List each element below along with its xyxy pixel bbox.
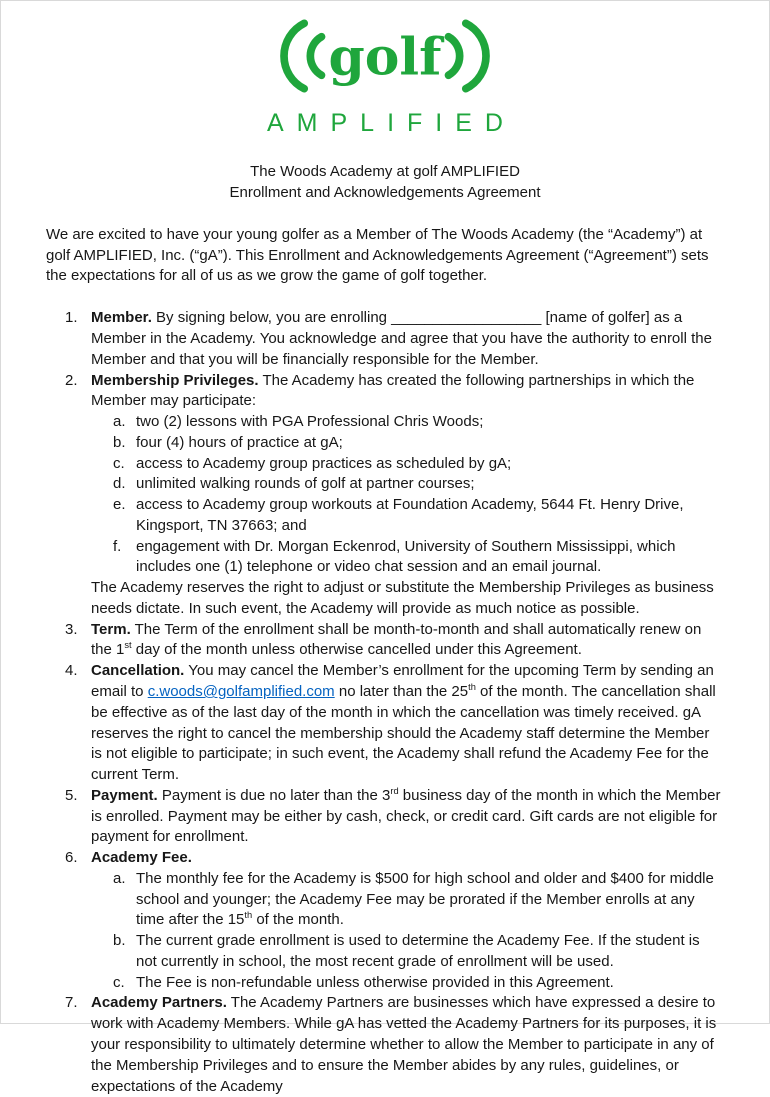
sub-list-letter: c. xyxy=(113,973,125,991)
sub-list-letter: f. xyxy=(113,537,122,555)
agreement-list xyxy=(46,308,724,1097)
list-item-text xyxy=(91,993,724,1097)
list-item-note xyxy=(91,578,724,620)
sub-list-text xyxy=(136,412,483,433)
text-run: business day of the month in which the Member is enrolled. Payment may be either by cash, check, or credit card. Gift cards are not eligible for payment for enrollment. xyxy=(91,786,721,846)
bold-lead-in: Academy Partners. xyxy=(91,994,227,1012)
list-item xyxy=(65,308,724,370)
list-number: 4. xyxy=(65,662,78,680)
sub-list-text xyxy=(136,869,724,931)
sub-list-item xyxy=(91,931,724,973)
text-run: two (2) lessons with PGA Professional Chris Woods; xyxy=(136,413,484,431)
list-item-body xyxy=(91,308,724,370)
list-item-body xyxy=(91,848,724,993)
intro-paragraph: We are excited to have your young golfer as a Member of The Woods Academy (the “Academy”) at golf AMPLIFIED, Inc. (“gA”). This Enrollment and Acknowledgements Agreement (“Agreement”) sets the expectations for all of us as we grow the game of golf together. xyxy=(46,225,709,285)
document-title xyxy=(46,162,724,204)
sub-list-item xyxy=(91,495,724,537)
bold-lead-in: Term. xyxy=(91,620,131,638)
text-run: day of the month unless otherwise cancelled under this Agreement. xyxy=(131,641,582,659)
list-item-text xyxy=(91,308,724,370)
sub-list-item xyxy=(91,474,724,495)
list-item xyxy=(65,661,724,786)
list-item-body xyxy=(91,786,724,848)
sub-list-letter: b. xyxy=(113,932,126,950)
list-item-body xyxy=(91,661,724,786)
logo-word: golf xyxy=(328,26,442,88)
list-item-body xyxy=(91,993,724,1097)
list-number: 1. xyxy=(65,309,78,327)
sub-list-item xyxy=(91,869,724,931)
text-run: The monthly fee for the Academy is $500 for high school and older and $400 for middle school and younger; the Academy Fee may be prorated if the Member enrolls at any time after the 15 xyxy=(136,869,714,929)
email-link[interactable]: c.woods@golfamplified.com xyxy=(147,683,335,700)
text-run: four (4) hours of practice at gA; xyxy=(136,433,343,451)
sub-list-letter: a. xyxy=(113,869,126,887)
sub-list-letter: e. xyxy=(113,496,126,514)
document-page xyxy=(1,1,769,1097)
text-run: The Academy reserves the right to adjust or substitute the Membership Privileges as business needs dictate. In such event, the Academy will provide as much notice as possible. xyxy=(91,579,714,617)
bold-lead-in: Membership Privileges. xyxy=(91,371,259,389)
list-item-text xyxy=(91,786,724,848)
text-run: You may cancel the Member’s enrollment for the upcoming Term by sending an email to xyxy=(91,662,714,700)
text-run: The Term of the enrollment shall be month-to-month and shall automatically renew on the 1 xyxy=(91,620,702,659)
list-item-body xyxy=(91,371,724,620)
sub-list-item xyxy=(91,412,724,433)
text-run: access to Academy group practices as scheduled by gA; xyxy=(136,454,512,472)
list-number: 7. xyxy=(65,994,78,1012)
text-run: The Academy Partners are businesses which have expressed a desire to work with Academy Members. While gA has vetted the Academy Partners for its purposes, it is your responsibility to ultimately determine whether to allow the Member to participate in any of the Membership Privileges and to ensure the Member abides by any rules, guidelines, or expectations of the Academy xyxy=(91,994,717,1095)
list-item xyxy=(65,371,724,620)
bold-lead-in: Payment. xyxy=(91,786,158,804)
text-run: engagement with Dr. Morgan Eckenrod, University of Southern Mississippi, which includes one (1) telephone or video chat session and an email journal. xyxy=(136,537,676,576)
sub-list-text xyxy=(136,537,724,579)
ordinal-superscript: rd xyxy=(390,785,399,796)
text-run: Payment is due no later than the 3 xyxy=(157,786,391,804)
document-title-line1: The Woods Academy at golf AMPLIFIED xyxy=(250,163,520,181)
logo-subtitle: AMPLIFIED xyxy=(267,108,516,137)
logo-left-wave-inner-icon xyxy=(310,37,321,75)
text-run: access to Academy group workouts at Foundation Academy, 5644 Ft. Henry Drive, Kingsport, TN 37663; and xyxy=(136,496,684,534)
list-number: 5. xyxy=(65,786,78,804)
document-title-line2: Enrollment and Acknowledgements Agreement xyxy=(229,184,541,202)
list-item-text xyxy=(91,371,724,413)
text-run: The Fee is non-refundable unless otherwise provided in this Agreement. xyxy=(136,973,614,991)
sub-list-letter: c. xyxy=(113,454,125,472)
sub-list-item xyxy=(91,454,724,475)
text-run: no later than the 25 xyxy=(334,683,469,700)
list-item-text xyxy=(91,620,724,662)
sub-list-letter: b. xyxy=(113,433,126,451)
golf-amplified-logo-icon xyxy=(260,15,510,97)
sub-list-letter: d. xyxy=(113,475,126,493)
logo-right-wave-inner-icon xyxy=(448,37,459,75)
sub-list-item xyxy=(91,973,724,994)
logo xyxy=(46,15,724,140)
list-item xyxy=(65,848,724,993)
text-run: of the month. xyxy=(252,911,344,929)
sub-list-text xyxy=(136,454,511,475)
sub-list-letter: a. xyxy=(113,413,126,431)
bold-lead-in: Cancellation. xyxy=(91,662,185,680)
sub-list-text xyxy=(136,433,343,454)
text-run: By signing below, you are enrolling __________________ [name of golfer] as a Member in the Academy. You acknowledge and agree that you have the authority to enroll the Member and that you will be financially responsible for the Member. xyxy=(91,309,712,368)
list-item-text xyxy=(91,661,724,786)
list-item xyxy=(65,993,724,1097)
sub-list-text xyxy=(136,931,724,973)
list-item xyxy=(65,620,724,662)
list-item-body xyxy=(91,620,724,662)
logo-right-wave-outer-icon xyxy=(466,23,486,88)
list-item xyxy=(65,786,724,848)
ordinal-superscript: st xyxy=(124,640,132,651)
ordinal-superscript: th xyxy=(468,682,476,692)
sub-list-item xyxy=(91,537,724,579)
list-number: 3. xyxy=(65,620,78,638)
list-item-text xyxy=(91,848,724,869)
list-number: 6. xyxy=(65,849,78,867)
sub-list-text xyxy=(136,495,724,537)
sub-list-text xyxy=(136,973,614,994)
sub-list-text xyxy=(136,474,475,495)
ordinal-superscript: th xyxy=(244,910,253,921)
text-run: of the month. The cancellation shall be effective as of the last day of the month in which the cancellation was timely received. gA reserves the right to cancel the membership should the Academy staff determine the Member is not eligible to participate; in such event, the Academy shall refund the Academy Fee for the current Term. xyxy=(91,683,716,784)
text-run: The current grade enrollment is used to determine the Academy Fee. If the student is not currently in school, the most recent grade of enrollment will be used. xyxy=(136,932,700,970)
text-run: The Academy has created the following partnerships in which the Member may participate: xyxy=(91,371,695,410)
logo-left-wave-outer-icon xyxy=(284,23,304,88)
sub-list-item xyxy=(91,433,724,454)
bold-lead-in: Member. xyxy=(91,309,152,327)
list-number: 2. xyxy=(65,371,78,389)
text-run: unlimited walking rounds of golf at partner courses; xyxy=(136,475,475,493)
bold-lead-in: Academy Fee. xyxy=(91,849,192,867)
